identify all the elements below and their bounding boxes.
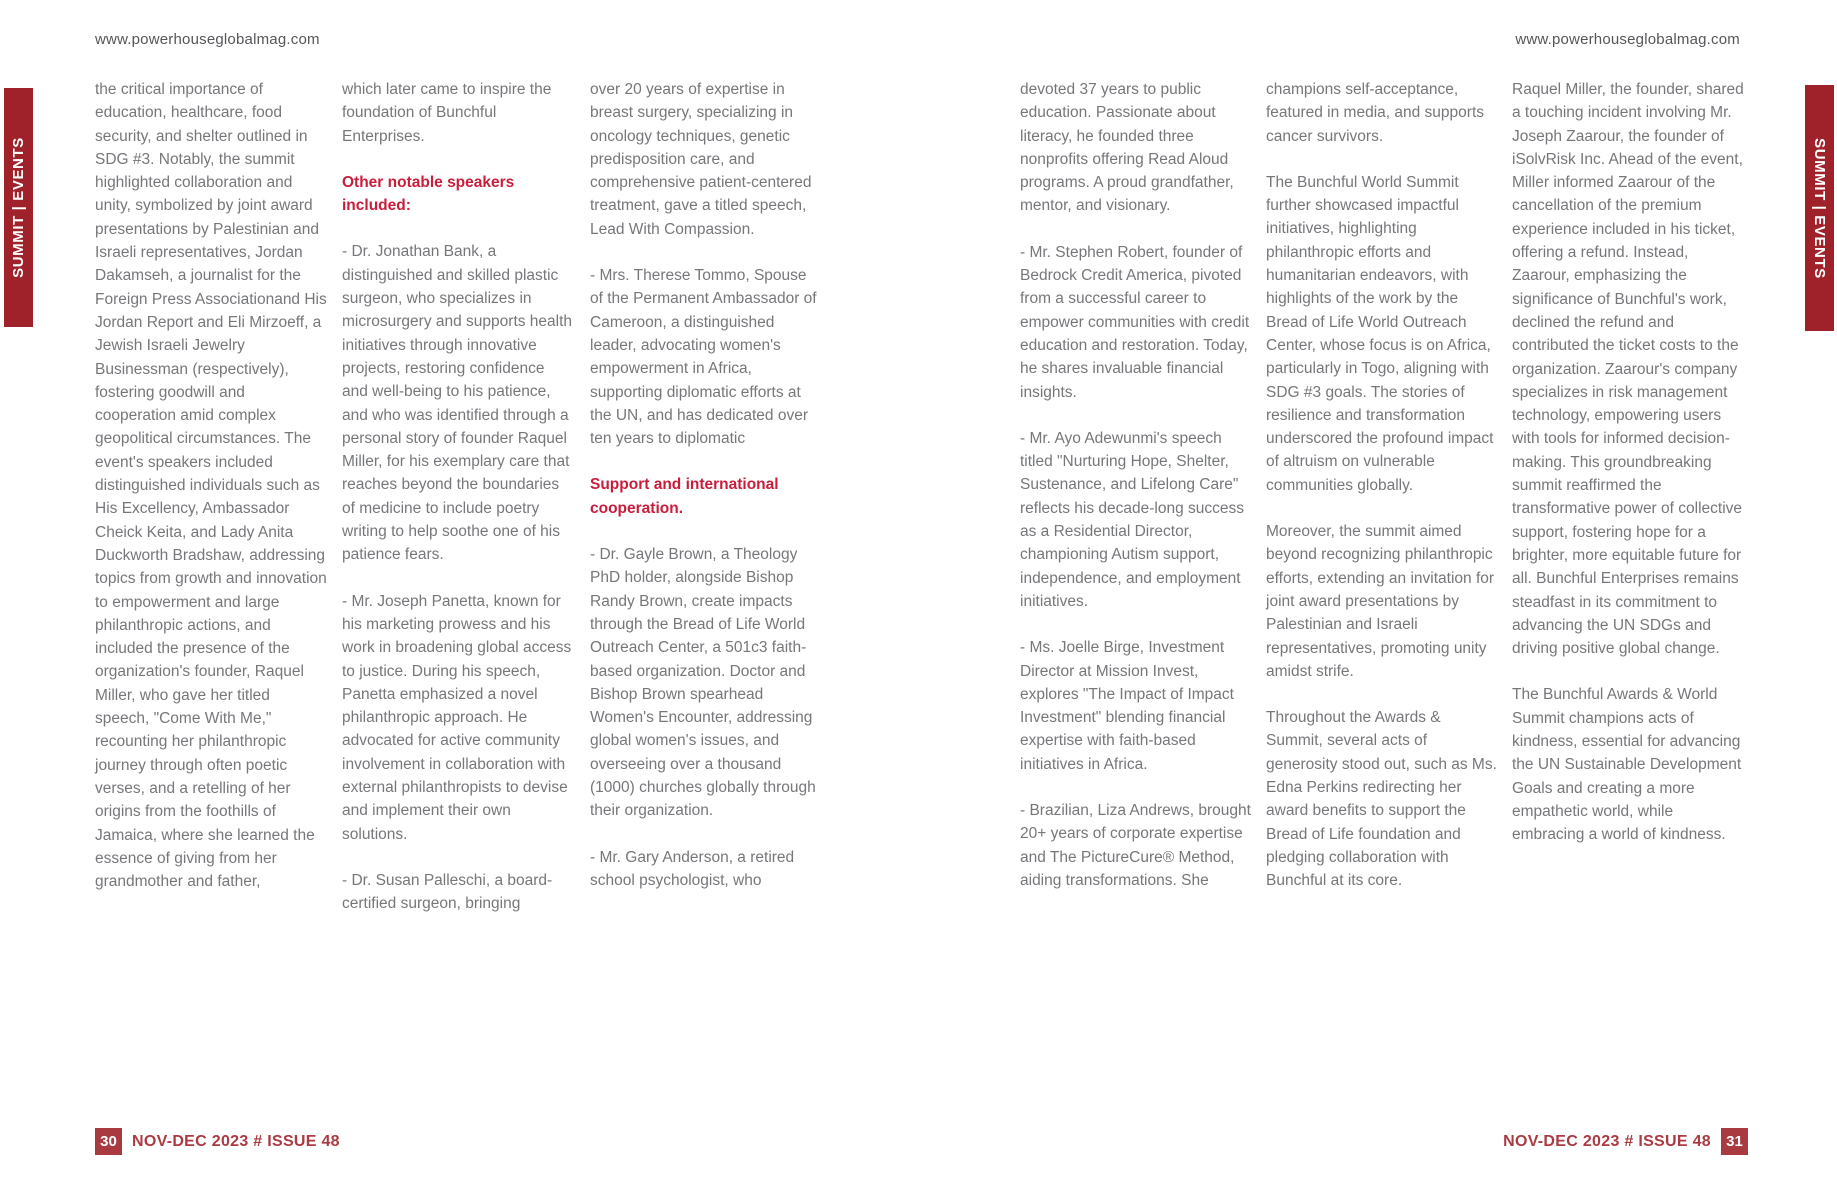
text-column-right-3 bbox=[1512, 78, 1744, 870]
paragraph: - Mr. Joseph Panetta, known for his marketing prowess and his work in broadening global access to justice. During his speech, Panetta emphasized a novel philanthropic approach. He advocated for active community involvement in collaboration with external philanthropists to devise and implement their own solutions. bbox=[342, 592, 572, 843]
paragraph: - Dr. Susan Palleschi, a board-certified surgeon, bringing bbox=[342, 871, 553, 913]
paragraph: The Bunchful Awards & World Summit champions acts of kindness, essential for advancing the UN Sustainable Development Goals and creating a more empathetic world, while embracing a world of kindness. bbox=[1512, 686, 1742, 844]
page-footer-right bbox=[1503, 1128, 1748, 1155]
section-heading: Support and international cooperation. bbox=[590, 476, 779, 517]
paragraph: - Mr. Ayo Adewunmi's speech titled "Nurturing Hope, Shelter, Sustenance, and Lifelong Care" reflects his decade-long success as a Residential Director, championing Autism support, independence, and employment initiatives. bbox=[1020, 429, 1245, 610]
paragraph: Raquel Miller, the founder, shared a touching incident involving Mr. Joseph Zaarour, the founder of iSolvRisk Inc. Ahead of the event, Miller informed Zaarour of the cancellation of the premium experience included in his ticket, offering a refund. Instead, Zaarour, emphasizing the significance of Bunchful's work, declined the refund and contributed the ticket costs to the organization. Zaarour's company specializes in risk management technology, empowering users with tools for informed decision-making. This groundbreaking summit reaffirmed the transformative power of collective support, fostering hope for a brighter, more equitable future for all. Bunchful Enterprises remains steadfast in its commitment to advancing the UN SDGs and driving positive global change. bbox=[1512, 81, 1744, 658]
issue-label: NOV-DEC 2023 # ISSUE 48 bbox=[132, 1132, 340, 1150]
paragraph: - Brazilian, Liza Andrews, brought 20+ years of corporate expertise and The PictureCure® Method, aiding transformations. She bbox=[1020, 802, 1251, 889]
paragraph: Throughout the Awards & Summit, several acts of generosity stood out, such as Ms. Edna Perkins redirecting her award benefits to support the Bread of Life foundation and pledging collaboration with Bunchful at its core. bbox=[1266, 709, 1497, 890]
text-column-right-2 bbox=[1266, 78, 1498, 916]
paragraph: over 20 years of expertise in breast surgery, specializing in oncology techniques, genetic predisposition care, and comprehensive patient-centered treatment, gave a titled speech, Lead With Compassion. bbox=[590, 81, 812, 238]
issue-label: NOV-DEC 2023 # ISSUE 48 bbox=[1503, 1132, 1711, 1150]
paragraph: champions self-acceptance, featured in media, and supports cancer survivors. bbox=[1266, 81, 1484, 145]
paragraph: - Dr. Jonathan Bank, a distinguished and skilled plastic surgeon, who specializes in microsurgery and supports health initiatives through innovative projects, restoring confidence and well-being to his patience, and who was identified through a personal story of founder Raquel Miller, for his exemplary care that reaches beyond the boundaries of medicine to include poetry writing to help soothe one of his patience fears. bbox=[342, 243, 573, 564]
page-footer-left bbox=[95, 1128, 340, 1155]
paragraph: the critical importance of education, healthcare, food security, and shelter outlined in SDG #3. Notably, the summit highlighted collaboration and unity, symbolized by joint award presentations by Palestinian and Israeli representatives, Jordan Dakamseh, a journalist for the Foreign Press Associationand His Jordan Report and Eli Mirzoeff, a Jewish Israeli Jewelry Businessman (respectively), fostering goodwill and cooperation amid complex geopolitical circumstances. The event's speakers included distinguished individuals such as His Excellency, Ambassador Cheick Keita, and Lady Anita Duckworth Bradshaw, addressing topics from growth and innovation to empowerment and large philanthropic actions, and included the presence of the organization's founder, Raquel Miller, who gave her titled speech, "Come With Me," recounting her philanthropic journey through often poetic verses, and a retelling of her origins from the foothills of Jamaica, where she learned the essence of giving from her grandmother and father, bbox=[95, 81, 327, 891]
text-column-left-3 bbox=[590, 78, 822, 915]
page-number-badge: 30 bbox=[95, 1128, 122, 1155]
paragraph: - Mrs. Therese Tommo, Spouse of the Permanent Ambassador of Cameroon, a distinguished leader, advocating women's empowerment in Africa, supporting diplomatic efforts at the UN, and has dedicated over ten years to diplomatic bbox=[590, 267, 817, 448]
paragraph: - Mr. Gary Anderson, a retired school psychologist, who bbox=[590, 848, 795, 889]
site-url: www.powerhouseglobalmag.com bbox=[1515, 31, 1740, 48]
banner-label: SUMMIT | EVENTS bbox=[1811, 137, 1828, 279]
section-heading: Other notable speakers included: bbox=[342, 173, 515, 215]
banner-label: SUMMIT | EVENTS bbox=[10, 137, 27, 278]
paragraph: which later came to inspire the foundation of Bunchful Enterprises. bbox=[342, 81, 552, 145]
site-url: www.powerhouseglobalmag.com bbox=[95, 31, 320, 48]
page-number-badge: 31 bbox=[1721, 1128, 1748, 1155]
paragraph: - Mr. Stephen Robert, founder of Bedrock Credit America, pivoted from a successful career to empower communities with credit education and restoration. Today, he shares invaluable financial insights. bbox=[1020, 243, 1250, 401]
text-column-left-2 bbox=[342, 78, 574, 939]
paragraph: - Dr. Gayle Brown, a Theology PhD holder, alongside Bishop Randy Brown, create impacts through the Bread of Life World Outreach Center, a 501c3 faith-based organization. Doctor and Bishop Brown spearhead Women's Encounter, addressing global women's issues, and overseeing over a thousand (1000) churches globally through their organization. bbox=[590, 546, 816, 820]
paragraph: devoted 37 years to public education. Passionate about literacy, he founded three nonprofits offering Read Aloud programs. A proud grandfather, mentor, and visionary. bbox=[1020, 81, 1234, 215]
text-column-right-1 bbox=[1020, 78, 1252, 915]
summit-events-banner-right bbox=[1805, 85, 1834, 331]
summit-events-banner-left bbox=[4, 88, 33, 327]
paragraph: - Ms. Joelle Birge, Investment Director at Mission Invest, explores "The Impact of Impact Investment" blending financial expertise with faith-based initiatives in Africa. bbox=[1020, 639, 1234, 773]
text-column-left-1 bbox=[95, 78, 327, 916]
paragraph: The Bunchful World Summit further showcased impactful initiatives, highlighting philanthropic efforts and humanitarian endeavors, with highlights of the work by the Bread of Life World Outreach Center, whose focus is on Africa, particularly in Togo, aligning with SDG #3 goals. The stories of resilience and transformation underscored the profound impact of altruism on vulnerable communities globally. bbox=[1266, 173, 1494, 494]
paragraph: Moreover, the summit aimed beyond recognizing philanthropic efforts, extending an invitation for joint award presentations by Palestinian and Israeli representatives, promoting unity amidst strife. bbox=[1266, 523, 1495, 680]
